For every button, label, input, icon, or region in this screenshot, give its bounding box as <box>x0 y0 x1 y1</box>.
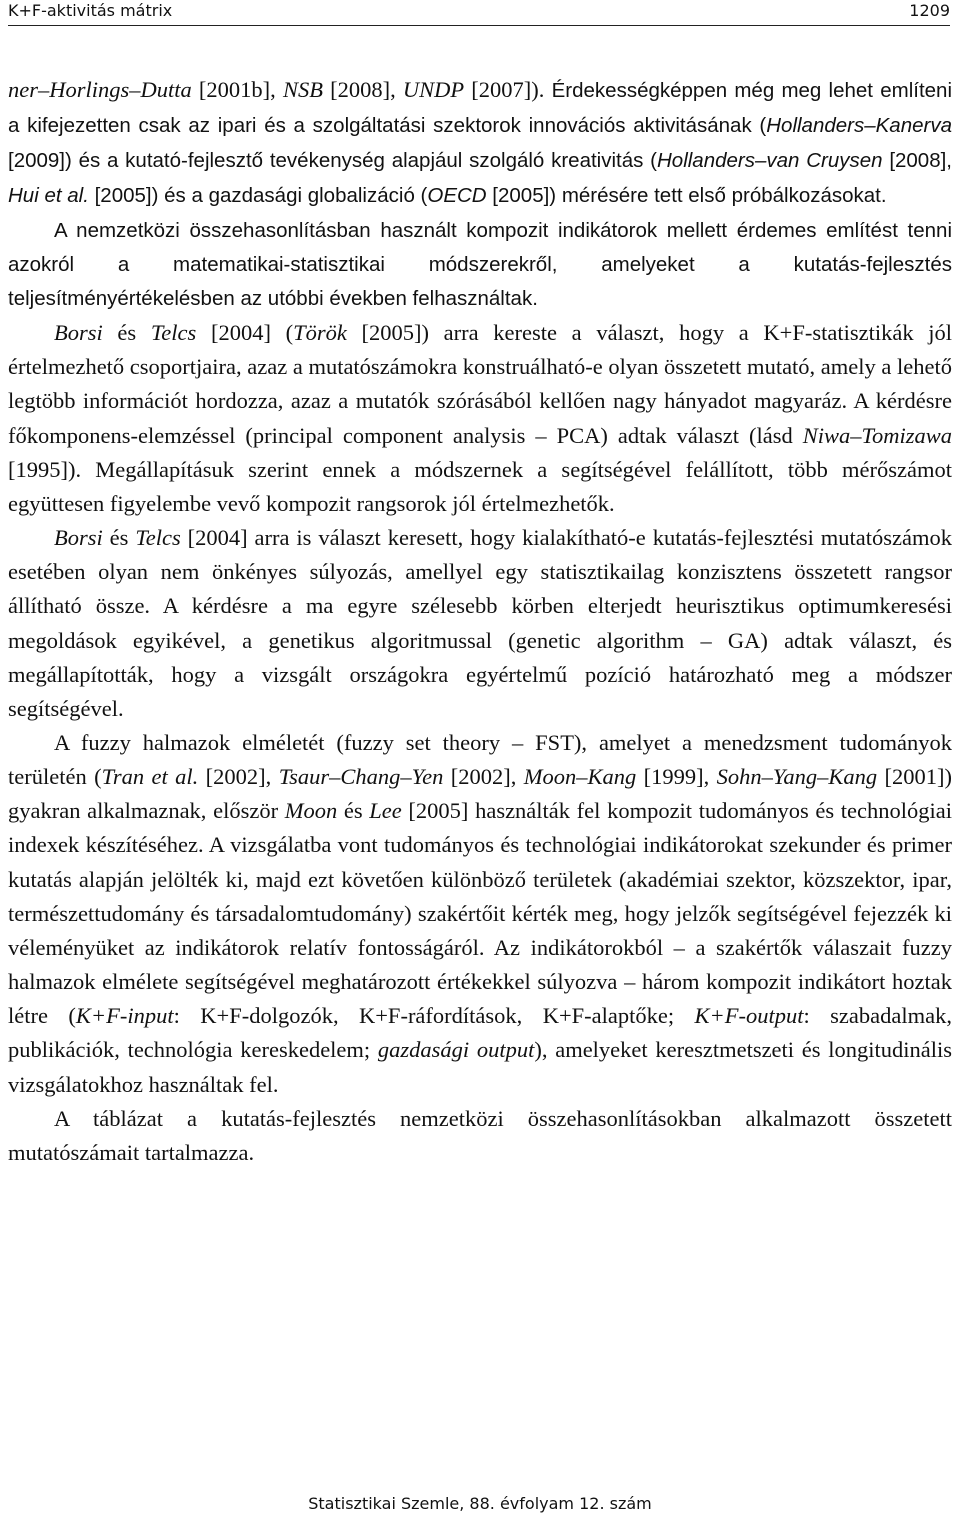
italic-citation: UNDP <box>402 77 465 102</box>
text-run: [2004] ( <box>196 320 294 346</box>
text-run: [2007]). <box>464 77 545 102</box>
text-run: : szabadalmak, publikációk, technológia kereskedelem; <box>8 1003 952 1063</box>
italic-citation: gazdasági output <box>377 1037 535 1063</box>
italic-citation: Sohn–Yang–Kang <box>716 764 878 790</box>
text-run: A nemzetközi összehasonlításban használt kompozit indikátorok mellett érdemes említést tenni azokról a matematikai-statisztikai módszerekről, amelyeket a kutatás-fejlesztés teljesítményértékelésben az utóbbi években felhasználtak. <box>8 218 952 310</box>
text-run: ), amelyeket keresztmetszeti és longitudinális vizsgálatokhoz használtak fel. <box>8 1037 952 1097</box>
italic-citation: NSB <box>282 77 323 102</box>
italic-citation: Tsaur–Chang–Yen <box>278 764 444 790</box>
italic-citation: Hui et al. <box>8 184 89 208</box>
journal-footer: Statisztikai Szemle, 88. évfolyam 12. szám <box>308 1494 652 1513</box>
text-run: Érdekességképpen még meg lehet említeni a kifejezetten csak az ipari és a szolgáltatási szektorok innovációs aktivitásának ( <box>8 79 952 138</box>
running-header <box>8 0 950 26</box>
text-run: és <box>102 525 136 551</box>
paragraph <box>8 214 952 316</box>
italic-citation: Hollanders–van Cruysen <box>656 149 883 173</box>
italic-citation: ner–Horlings–Dutta <box>8 77 192 102</box>
text-run: [2002], <box>198 764 279 790</box>
paragraph <box>8 316 952 521</box>
text-run: [1995]). Megállapításuk szerint ennek a módszernek a segítségével felállított, több mérőszámot együttesen figyelembe vevő kompozit rangsorok jól értelmezhetők. <box>8 456 952 516</box>
text-run: [2008], <box>322 77 403 102</box>
text-run: [2005]) arra kereste a választ, hogy a K+F-statisztikák jól értelmezhető csoportjaira, azaz a mutatószámokra konstruálható-e olyan összetett mutató, amely a lehető legtöbb információt hordozza, azaz a mutatók szórásából kellően nagy hányadot magyaráz. A kérdésre főkomponens-elemzéssel (principal component analysis – PCA) adtak választ (lásd <box>8 320 952 448</box>
italic-citation: K+F-input <box>75 1003 174 1029</box>
running-title: K+F-aktivitás mátrix <box>8 1 173 20</box>
paragraph <box>8 521 952 726</box>
text-run: A fuzzy halmazok elméletét (fuzzy set theory – FST), amelyet a menedzsment tudományok területén ( <box>8 729 952 790</box>
page-number: 1209 <box>909 1 950 20</box>
italic-citation: Telcs <box>150 320 197 346</box>
italic-citation: Tran et al. <box>101 764 199 790</box>
italic-citation: Lee <box>369 798 402 824</box>
header-rule <box>8 25 950 26</box>
italic-citation: Török <box>293 320 347 346</box>
text-run: [2005]) mérésére tett első próbálkozásokat. <box>486 184 887 208</box>
paragraph <box>8 73 952 214</box>
italic-citation: OECD <box>427 184 487 208</box>
italic-citation: Telcs <box>135 525 181 551</box>
paragraph <box>8 726 952 1102</box>
text-run: [2001]) gyakran alkalmaznak, először <box>8 764 952 824</box>
text-run: és <box>102 320 151 346</box>
text-run: [2002], <box>443 764 524 790</box>
italic-citation: Borsi <box>54 320 103 346</box>
text-run: és <box>337 798 370 824</box>
article-body <box>8 73 952 1170</box>
text-run: [2005] használták fel kompozit tudományos és technológiai indexek készítéséhez. A vizsgálatba vont tudományos és technológiai indikátorokat szekunder és primer kutatás alapján jelölték ki, majd ezt követően különböző területek (akadémiai szektor, közszektor, ipar, természettudomány és társadalomtudomány) szakértőit kérték meg, hogy jelzők segítségével fejezzék ki véleményüket az indikátorok relatív fontosságáról. Az indikátorokból – a szakértők válaszait fuzzy halmazok elmélete segítségével meghatározott értékekkel súlyozva – három kompozit indikátort hoztak létre ( <box>8 798 952 1029</box>
italic-citation: Niwa–Tomizawa <box>802 422 952 448</box>
text-run: [2008], <box>882 149 953 173</box>
italic-citation: Hollanders–Kanerva <box>766 114 952 138</box>
text-run: [2001b], <box>191 77 283 102</box>
italic-citation: Moon <box>284 798 338 824</box>
text-run: [2005]) és a gazdasági globalizáció ( <box>88 184 428 208</box>
italic-citation: K+F-output <box>694 1003 804 1029</box>
text-run: [2009]) és a kutató-fejlesztő tevékenység alapjául szolgáló kreativitás ( <box>8 149 657 173</box>
italic-citation: Moon–Kang <box>523 764 637 790</box>
text-run: : K+F-dolgozók, K+F-ráfordítások, K+F-alaptőke; <box>173 1003 695 1029</box>
text-run: A táblázat a kutatás-fejlesztés nemzetközi összehasonlításokban alkalmazott összetett mutatószámait tartalmazza. <box>8 1105 952 1165</box>
text-run: [2004] arra is választ keresett, hogy kialakítható-e kutatás-fejlesztési mutatószámok esetében olyan nem önkényes súlyozás, amellyel egy statisztikailag konzisztens összetett rangsor állítható össze. A kérdésre a ma egyre szélesebb körben elterjedt heurisztikus optimumkeresési megoldások egyikével, a genetikus algoritmussal (genetic algorithm – GA) adtak választ, és megállapították, hogy a vizsgált országokra egyértelmű pozíció határozható meg a módszer segítségével. <box>8 525 952 721</box>
text-run: [1999], <box>636 764 717 790</box>
italic-citation: Borsi <box>54 525 103 551</box>
paragraph <box>8 1102 952 1170</box>
